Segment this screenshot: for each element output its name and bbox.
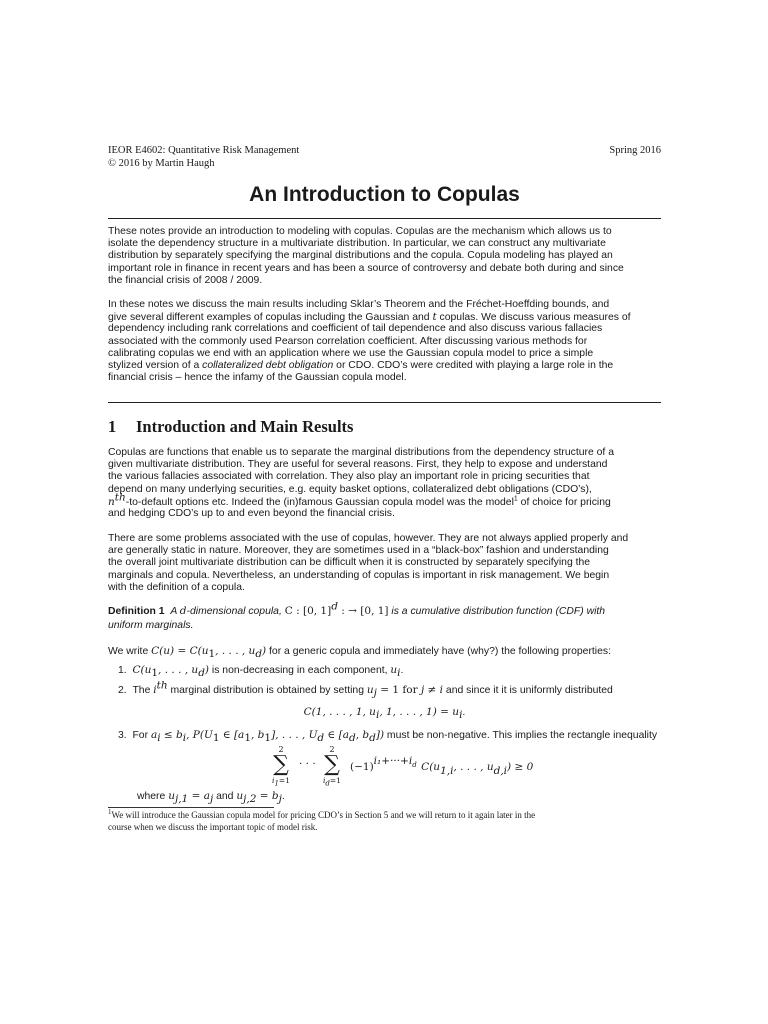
text-run: of choice for pricing bbox=[517, 496, 611, 508]
summand bbox=[350, 754, 534, 778]
text-line bbox=[108, 311, 661, 323]
text-run: We will introduce the Gaussian copula model for pricing CDO’s in Section 5 and we will return to it again later in the bbox=[111, 810, 536, 820]
math-expr: a bbox=[150, 729, 158, 741]
emphasis-text: collateralized debt obligation bbox=[202, 359, 334, 371]
text-run: We write bbox=[108, 646, 152, 657]
text-run: The bbox=[132, 685, 154, 696]
math-expr: ], . . . , U bbox=[271, 729, 318, 741]
rectangle-inequality bbox=[108, 745, 661, 795]
math-sup: d bbox=[331, 600, 338, 613]
math-expr: C(u) = C(u bbox=[151, 645, 209, 657]
math-expr: , . . . , u bbox=[158, 664, 199, 676]
section-title: Introduction and Main Results bbox=[136, 417, 354, 436]
copyright-text: © 2016 by Martin Haugh bbox=[108, 158, 215, 169]
text-line: calibrating copulas we end with an application where we use the Gaussian copula model to price a simple bbox=[108, 347, 594, 359]
math-sub: d bbox=[198, 667, 205, 680]
math-expr: ) bbox=[204, 664, 210, 676]
math-sub: j bbox=[278, 793, 282, 806]
math-expr: : → [0, 1] bbox=[337, 605, 389, 617]
sum-upper: 2 bbox=[278, 745, 284, 754]
footnote-line-1 bbox=[108, 810, 661, 821]
math-expr: C(u bbox=[421, 761, 441, 773]
math-expr: ) ≥ 0 bbox=[507, 761, 534, 773]
text-line: These notes provide an introduction to modeling with copulas. Copulas are the mechanism which allows us to bbox=[108, 226, 612, 237]
math-sub: 1 bbox=[208, 648, 216, 661]
math-sub: 1 bbox=[264, 732, 272, 745]
math-expr: ∈ [a bbox=[219, 729, 245, 741]
text-run: is a cumulative distribution function (CDF) with bbox=[388, 606, 606, 617]
definition-label: Definition 1 bbox=[108, 606, 165, 617]
section-paragraph-1 bbox=[108, 447, 661, 520]
sum-operator-2 bbox=[321, 745, 343, 788]
footnote-mark: 1 bbox=[108, 808, 112, 816]
section-paragraph-2 bbox=[108, 533, 661, 594]
math-sub: i bbox=[182, 732, 187, 745]
top-rule bbox=[108, 218, 661, 219]
math-dots: · · · bbox=[299, 758, 316, 770]
math-expr: , b bbox=[251, 729, 265, 741]
text-line: given multivariate distribution. They are useful for several reasons. First, they help to expose and understand bbox=[108, 459, 608, 471]
math-expr: ≤ b bbox=[160, 729, 183, 741]
math-run: =1 bbox=[329, 776, 341, 785]
math-sub: d bbox=[325, 779, 330, 788]
footnote-ref[interactable]: 1 bbox=[513, 495, 518, 503]
abstract-paragraph-1 bbox=[108, 226, 661, 287]
sigma-icon: ∑ bbox=[273, 752, 289, 777]
text-run: for a generic copula and immediately have (why?) the following properties: bbox=[266, 646, 611, 657]
math-sub: 1 bbox=[212, 732, 220, 745]
text-run: copulas. We discuss various measures of bbox=[436, 312, 631, 324]
math-expr: , b bbox=[355, 729, 370, 741]
math-u: u bbox=[168, 790, 175, 802]
abstract-paragraph-2 bbox=[108, 299, 661, 384]
text-line: associated with the commonly used Pearson correlation coefficient. After discussing various methods for bbox=[108, 335, 588, 347]
sigma-icon: ∑ bbox=[324, 752, 340, 777]
math-sub: 1 bbox=[244, 732, 251, 745]
math-expr: , 1, . . . , 1) = u bbox=[379, 706, 460, 718]
math-sub: i bbox=[375, 709, 380, 722]
text-line: the overall joint multivariate distribution can be difficult when it is constructed by separately specifying the bbox=[108, 557, 591, 569]
list-item-3 bbox=[118, 729, 658, 745]
text-run: and bbox=[213, 791, 237, 802]
sum-upper: 2 bbox=[329, 745, 335, 754]
text-line: isolate the dependency structure in a multivariate distribution. In particular, we can construct any multivariate bbox=[108, 238, 606, 250]
text-run: marginal distribution is obtained by setting bbox=[167, 685, 367, 696]
math-expr: C(u bbox=[132, 664, 152, 676]
math-u: u bbox=[366, 684, 374, 696]
math-expr: ∈ [a bbox=[324, 729, 349, 741]
text-line: Copulas are functions that enable us to separate the marginal distributions from the dependency structure of a bbox=[108, 447, 614, 458]
math-expr: ) bbox=[262, 645, 267, 657]
text-line bbox=[108, 360, 661, 372]
math-sup bbox=[374, 755, 417, 767]
math-expr: j ≠ i bbox=[420, 684, 444, 696]
abstract-bottom-rule bbox=[108, 402, 661, 403]
text-line: There are some problems associated with the use of copulas, however. They are not always applied properly and bbox=[108, 533, 629, 544]
math-sub: i bbox=[157, 732, 161, 745]
footnote-line-2: course when we discuss the important topic of model risk. bbox=[108, 822, 318, 832]
math-sup: th bbox=[156, 679, 168, 692]
document-page bbox=[108, 0, 661, 1024]
math-sub: j,1 bbox=[174, 793, 189, 806]
math-expr: = b bbox=[256, 790, 279, 802]
math-sup: th bbox=[114, 491, 126, 504]
definition-line-1 bbox=[108, 600, 606, 618]
math-sub: 1 bbox=[151, 667, 159, 680]
text-run: and since it it is uniformly distributed bbox=[443, 685, 613, 696]
math-run: i bbox=[272, 776, 275, 785]
math-expr: ]) bbox=[375, 729, 385, 741]
text-run: For bbox=[132, 730, 151, 741]
math-run: i₁+···+i bbox=[373, 754, 413, 767]
sum-lower bbox=[321, 776, 343, 788]
list-item-2 bbox=[118, 679, 613, 700]
math-sub: d,i bbox=[493, 765, 508, 778]
text-line: marginals and copula. Nevertheless, an understanding of copulas is important in risk management. We begin bbox=[108, 569, 610, 581]
text-run: -to-default options etc. Indeed the (in)famous Gaussian copula model was the model bbox=[125, 496, 514, 508]
math-expr: C(1, . . . , 1, u bbox=[303, 706, 376, 718]
math-sub: d bbox=[348, 732, 356, 745]
text-run: is non-decreasing in each component, bbox=[209, 665, 391, 676]
math-expr: C : [0, 1] bbox=[284, 605, 332, 617]
text-run: must be non-negative. This implies the rectangle inequality bbox=[384, 730, 658, 741]
math-u: u bbox=[390, 664, 398, 676]
math-expr: (−1) bbox=[350, 761, 374, 773]
text-run: . bbox=[281, 791, 285, 802]
text-line: financial crisis – hence the infamy of the Gaussian copula model. bbox=[108, 372, 407, 384]
text-line: In these notes we discuss the main results including Sklar’s Theorem and the Fréchet-Hoeffding bounds, and bbox=[108, 299, 610, 310]
math-sub: d bbox=[255, 648, 263, 661]
page-title: An Introduction to Copulas bbox=[249, 183, 520, 206]
item-number: 3. bbox=[118, 730, 127, 741]
marginal-equation: C(1, . . . , 1, $u_i$, 1, . . . , $1) = u_i$. bbox=[303, 706, 466, 722]
text-line: the various fallacies associated with correlation. They also play an important role in pricing securities that bbox=[108, 471, 590, 483]
math-sub: i bbox=[397, 667, 401, 680]
math-sub: j bbox=[209, 793, 214, 806]
text-run: where bbox=[137, 791, 169, 802]
text-line: the financial crisis of 2008 / 2009. bbox=[108, 274, 263, 286]
term-label: Spring 2016 bbox=[609, 145, 661, 156]
text-line bbox=[108, 491, 661, 508]
where-line bbox=[137, 790, 285, 806]
math-t: t bbox=[432, 311, 437, 324]
math-expr: = 1 for bbox=[376, 684, 421, 696]
item-number: 2. bbox=[118, 685, 127, 696]
math-expr: = a bbox=[188, 790, 210, 802]
list-item-1: 1. $C(u_1$, . . . , $u_d$) is non-decreasing in each component, $u_i$. bbox=[118, 664, 404, 680]
text-run: or CDO. CDO’s were credited with playing a large role in the bbox=[333, 359, 614, 371]
math-sub: j bbox=[373, 687, 377, 700]
math-i: i bbox=[153, 684, 157, 696]
math-sub: i bbox=[459, 709, 463, 722]
text-run: stylized version of a bbox=[108, 359, 203, 371]
text-line: distribution by separately specifying the marginal distributions and the copula. Copula modeling has played an bbox=[108, 250, 613, 262]
text-run: give several different examples of copulas including the Gaussian and bbox=[108, 312, 433, 324]
section-number: 1 bbox=[108, 417, 117, 436]
math-d: d bbox=[179, 605, 187, 617]
math-expr: , . . . , u bbox=[215, 645, 256, 657]
definition-line-2: uniform marginals. bbox=[108, 620, 194, 631]
text-line: and hedging CDO’s up to and even beyond the financial crisis. bbox=[108, 507, 395, 519]
math-sub: 1,i bbox=[440, 765, 454, 778]
text-line: important role in finance in recent years and has been a source of controversy and debate both during and since bbox=[108, 262, 624, 274]
text-run: A bbox=[170, 606, 180, 617]
math-expr: , . . . , u bbox=[453, 761, 494, 773]
sum-operator-1 bbox=[270, 745, 292, 788]
math-sub: d bbox=[317, 732, 325, 745]
math-sub: d bbox=[412, 760, 417, 769]
text-line: with the definition of a copula. bbox=[108, 581, 245, 593]
math-run: =1 bbox=[278, 776, 290, 785]
item-number: 1. bbox=[118, 665, 127, 676]
section-heading bbox=[108, 417, 353, 437]
text-line: dependency including rank correlations and coefficient of tail dependence and also discuss various fallacies bbox=[108, 323, 603, 335]
math-n: n bbox=[108, 495, 115, 508]
math-expr: , P(U bbox=[186, 729, 213, 741]
math-u: u bbox=[236, 790, 244, 802]
sum-lower bbox=[270, 776, 292, 788]
text-line: are generally static in nature. Moreover, they are sometimes used in a “black-box” fashion and understanding bbox=[108, 545, 609, 557]
footnote-rule bbox=[108, 807, 274, 808]
math-sub: d bbox=[369, 732, 376, 745]
write-line bbox=[108, 645, 611, 661]
text-run: -dimensional copula, bbox=[186, 606, 285, 617]
math-sub: 1 bbox=[274, 779, 279, 788]
course-name: IEOR E4602: Quantitative Risk Management bbox=[108, 145, 300, 156]
math-sub: j,2 bbox=[243, 793, 257, 806]
math-run: i bbox=[323, 776, 326, 785]
text-line: depend on many underlying securities, e.g. equity basket options, collateralized debt obligations (CDO’s), bbox=[108, 483, 592, 495]
